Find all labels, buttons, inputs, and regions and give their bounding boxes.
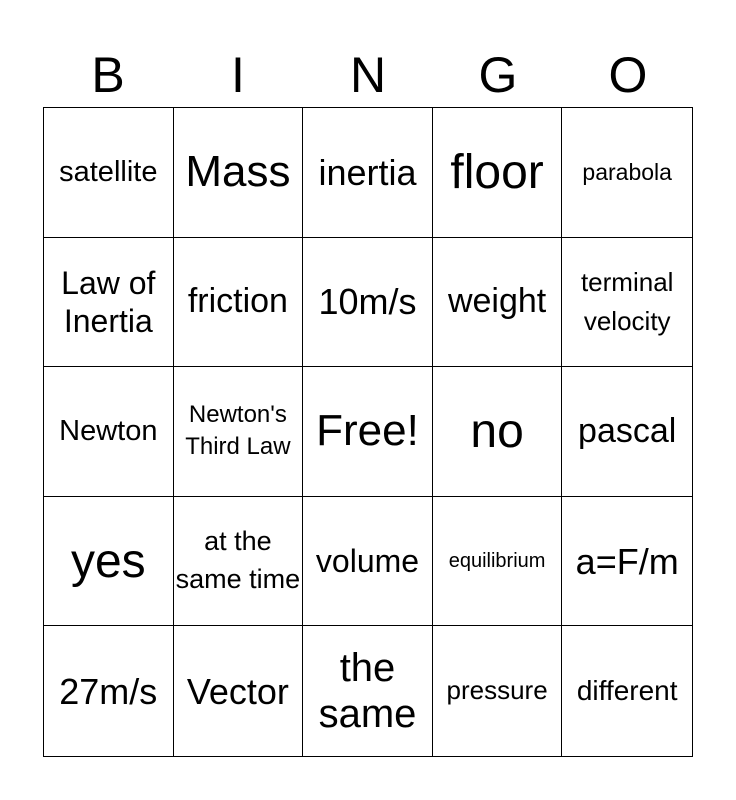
cell-label: inertia — [318, 151, 417, 193]
bingo-cell-r1c1[interactable] — [44, 108, 174, 238]
cell-label: parabola — [582, 159, 672, 186]
bingo-cell-r1c2[interactable] — [174, 108, 304, 238]
cell-label: 10m/s — [318, 281, 417, 323]
cell-label: a=F/m — [575, 540, 679, 582]
bingo-cell-r5c2[interactable] — [174, 626, 304, 756]
bingo-cell-r1c4[interactable] — [433, 108, 563, 238]
bingo-cell-r4c3[interactable] — [303, 497, 433, 627]
bingo-cell-r3c1[interactable] — [44, 367, 174, 497]
cell-label: floor — [450, 145, 544, 199]
cell-label: yes — [70, 534, 146, 588]
cell-label: different — [576, 675, 678, 707]
bingo-cell-r3c3[interactable] — [303, 367, 433, 497]
cell-label: Newton — [59, 415, 158, 448]
bingo-cell-r3c2[interactable] — [174, 367, 304, 497]
bingo-cell-r2c2[interactable] — [174, 238, 304, 368]
header-letter-b: B — [91, 47, 125, 103]
cell-label: Vector — [186, 670, 289, 712]
cell-label: Law of Inertia — [61, 264, 156, 339]
bingo-cell-r3c5[interactable] — [562, 367, 692, 497]
cell-label: friction — [187, 282, 288, 321]
header-letter-g: G — [478, 47, 518, 103]
bingo-cell-r2c1[interactable] — [44, 238, 174, 368]
cell-label: pascal — [578, 412, 677, 451]
header-letter-n: N — [349, 47, 387, 103]
bingo-cell-r2c5[interactable] — [562, 238, 692, 368]
bingo-cell-r3c4[interactable] — [433, 367, 563, 497]
bingo-cell-r5c1[interactable] — [44, 626, 174, 756]
bingo-cell-r4c4[interactable] — [433, 497, 563, 627]
bingo-cell-r5c3[interactable] — [303, 626, 433, 756]
bingo-cell-r2c3[interactable] — [303, 238, 433, 368]
cell-label: Mass — [185, 147, 291, 196]
cell-label: at the same time — [175, 526, 301, 595]
bingo-cell-r4c5[interactable] — [562, 497, 692, 627]
cell-label: the same — [318, 646, 417, 737]
bingo-cell-r5c4[interactable] — [433, 626, 563, 756]
cell-label: pressure — [446, 675, 548, 706]
bingo-cell-r1c3[interactable] — [303, 108, 433, 238]
bingo-header — [43, 42, 693, 108]
bingo-cell-r1c5[interactable] — [562, 108, 692, 238]
bingo-cell-r4c1[interactable] — [44, 497, 174, 627]
cell-label: volume — [315, 542, 420, 579]
cell-label: Free! — [316, 406, 419, 456]
cell-label: no — [470, 404, 524, 458]
header-letter-i: I — [231, 47, 245, 103]
bingo-cell-r4c2[interactable] — [174, 497, 304, 627]
cell-label: satellite — [59, 155, 158, 188]
cell-label: terminal velocity — [580, 266, 674, 336]
cell-label: Newton's Third Law — [185, 401, 291, 461]
bingo-cell-r2c4[interactable] — [433, 238, 563, 368]
cell-label: weight — [447, 282, 547, 321]
header-letter-o: O — [608, 47, 648, 103]
cell-label: 27m/s — [59, 670, 158, 712]
bingo-board — [43, 107, 693, 757]
bingo-cell-r5c5[interactable] — [562, 626, 692, 756]
cell-label: equilibrium — [448, 550, 546, 573]
